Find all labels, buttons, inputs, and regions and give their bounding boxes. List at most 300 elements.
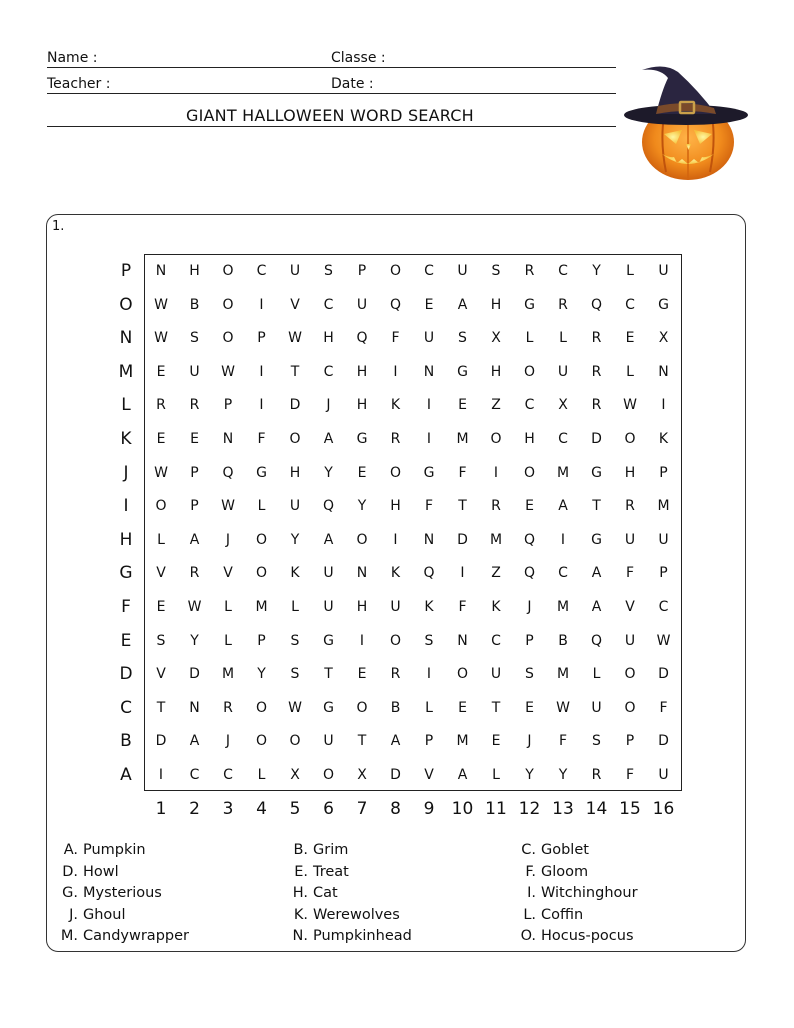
grid-cell[interactable]: E <box>156 431 166 447</box>
clue-item <box>514 842 589 858</box>
grid-cell[interactable]: C <box>323 296 334 313</box>
grid-cell[interactable]: P <box>223 397 233 414</box>
grid-cell[interactable]: O <box>389 632 402 649</box>
grid-cell[interactable]: L <box>224 632 232 649</box>
grid-cell[interactable]: R <box>524 263 535 279</box>
grid-cell[interactable]: K <box>491 599 501 615</box>
grid-cell[interactable]: G <box>256 464 267 481</box>
grid-cell[interactable]: L <box>425 699 433 716</box>
grid-cell[interactable]: B <box>390 699 401 716</box>
grid-cell[interactable]: O <box>255 733 268 750</box>
column-label: 7 <box>356 799 368 819</box>
grid-cell[interactable]: I <box>393 363 398 380</box>
grid-cell[interactable]: A <box>189 733 200 750</box>
grid-cell[interactable]: S <box>290 666 300 683</box>
grid-cell[interactable]: H <box>524 431 535 447</box>
grid-cell[interactable]: S <box>491 263 501 279</box>
grid-cell[interactable]: C <box>558 431 568 447</box>
grid-cell[interactable]: Q <box>222 464 234 481</box>
grid-cell[interactable]: O <box>222 296 234 313</box>
grid-cell[interactable]: R <box>189 397 200 414</box>
grid-cell[interactable]: P <box>625 733 635 750</box>
grid-cell[interactable]: R <box>591 330 602 347</box>
grid-cell[interactable]: F <box>625 767 635 783</box>
grid-cell[interactable]: U <box>457 263 468 279</box>
grid-cell[interactable]: H <box>490 363 502 380</box>
column-label: 14 <box>585 799 608 819</box>
grid-cell[interactable]: U <box>591 699 602 716</box>
clue-item <box>514 928 634 944</box>
grid-cell[interactable]: G <box>423 464 435 481</box>
clue-item <box>56 928 189 944</box>
grid-cell[interactable]: A <box>558 498 568 515</box>
grid-cell[interactable]: F <box>458 599 467 615</box>
grid-cell[interactable]: W <box>154 296 168 313</box>
grid-cell[interactable]: S <box>290 632 300 649</box>
grid-cell[interactable]: N <box>423 363 435 380</box>
clue-word: Mysterious <box>83 885 162 901</box>
grid-cell[interactable]: E <box>357 464 367 481</box>
grid-cell[interactable]: I <box>493 464 499 481</box>
grid-cell[interactable]: E <box>156 599 166 615</box>
grid-cell[interactable]: R <box>189 565 200 582</box>
grid-cell[interactable]: N <box>423 531 435 548</box>
grid-cell[interactable]: G <box>323 632 334 649</box>
grid-cell[interactable]: M <box>556 464 570 481</box>
grid-cell[interactable]: E <box>424 296 434 313</box>
grid-cell[interactable]: E <box>525 498 534 515</box>
grid-cell[interactable]: D <box>289 397 301 414</box>
grid-cell[interactable]: A <box>457 296 468 313</box>
grid-cell[interactable]: L <box>626 263 634 279</box>
row-label: A <box>120 765 132 785</box>
clue-word: Goblet <box>541 842 589 858</box>
grid-cell[interactable]: S <box>592 733 601 750</box>
grid-cell[interactable]: W <box>656 632 671 649</box>
grid-cell[interactable]: O <box>389 263 402 279</box>
grid-cell[interactable]: A <box>591 599 602 615</box>
grid-cell[interactable]: U <box>624 632 636 649</box>
grid-cell[interactable]: I <box>661 397 666 414</box>
grid-cell[interactable]: W <box>221 498 235 515</box>
grid-cell[interactable]: L <box>592 666 601 683</box>
grid-cell[interactable]: X <box>290 767 300 783</box>
grid-cell[interactable]: T <box>491 699 501 716</box>
grid-cell[interactable]: O <box>523 464 536 481</box>
grid-cell[interactable]: V <box>223 565 233 582</box>
grid-cell[interactable]: P <box>659 565 668 582</box>
grid-cell[interactable]: R <box>558 296 568 313</box>
grid-cell[interactable]: G <box>591 531 602 548</box>
grid-cell[interactable]: U <box>557 363 569 380</box>
grid-cell[interactable]: W <box>623 397 637 414</box>
grid-cell[interactable]: E <box>625 330 635 347</box>
grid-cell[interactable]: P <box>357 263 367 279</box>
grid-cell[interactable]: O <box>624 666 636 683</box>
grid-cell[interactable]: V <box>156 565 166 582</box>
grid-cell[interactable]: O <box>322 767 335 783</box>
grid-cell[interactable]: H <box>390 498 401 515</box>
clue-item <box>514 885 638 901</box>
grid-cell[interactable]: K <box>390 565 401 582</box>
grid-cell[interactable]: U <box>289 498 301 515</box>
grid-cell[interactable]: V <box>156 666 166 683</box>
grid-cell[interactable]: U <box>390 599 401 615</box>
grid-cell[interactable]: H <box>323 330 334 347</box>
grid-cell[interactable]: M <box>556 599 570 615</box>
row-label: O <box>119 294 133 315</box>
grid-cell[interactable]: N <box>189 699 200 716</box>
grid-cell[interactable]: Y <box>525 767 534 783</box>
grid-cell[interactable]: N <box>356 565 368 582</box>
grid-cell[interactable]: C <box>558 565 568 582</box>
column-label: 1 <box>155 799 167 819</box>
grid-cell[interactable]: F <box>558 733 568 750</box>
grid-cell[interactable]: U <box>658 263 669 279</box>
grid-cell[interactable]: E <box>190 431 199 447</box>
row-label: N <box>119 328 133 349</box>
grid-cell[interactable]: D <box>189 666 200 683</box>
grid-cell[interactable]: Y <box>257 666 266 683</box>
grid-cell[interactable]: C <box>323 363 334 380</box>
grid-cell[interactable]: W <box>154 464 168 481</box>
grid-cell[interactable]: M <box>657 498 670 515</box>
grid-cell[interactable]: W <box>221 363 235 380</box>
grid-cell[interactable]: R <box>223 699 233 716</box>
grid-cell[interactable]: J <box>527 733 532 750</box>
grid-cell[interactable]: I <box>426 666 432 683</box>
grid-cell[interactable]: L <box>257 767 266 783</box>
grid-cell[interactable]: G <box>457 363 468 380</box>
clue-key: N. <box>292 928 308 944</box>
grid-cell[interactable]: R <box>390 666 401 683</box>
grid-cell[interactable]: K <box>390 397 401 414</box>
grid-cell[interactable]: P <box>190 464 199 481</box>
grid-cell[interactable]: Q <box>322 498 335 515</box>
grid-cell[interactable]: T <box>324 666 333 683</box>
grid-cell[interactable]: D <box>658 666 669 683</box>
grid-cell[interactable]: G <box>591 464 602 481</box>
grid-cell[interactable]: H <box>624 464 636 481</box>
grid-cell[interactable]: L <box>157 531 165 548</box>
grid-cell[interactable]: U <box>490 666 502 683</box>
grid-cell[interactable]: U <box>323 599 334 615</box>
grid-cell[interactable]: T <box>592 498 601 515</box>
grid-cell[interactable]: L <box>257 498 266 515</box>
witch-hat-pumpkin-icon <box>620 60 750 185</box>
grid-cell[interactable]: M <box>255 599 268 615</box>
grid-cell[interactable]: K <box>424 599 434 615</box>
grid-cell[interactable]: V <box>290 296 300 313</box>
grid-cell[interactable]: C <box>424 263 434 279</box>
grid-cell[interactable]: U <box>189 363 200 380</box>
grid-cell[interactable]: Q <box>523 531 536 548</box>
grid-cell[interactable]: F <box>625 565 635 582</box>
grid-cell[interactable]: E <box>156 363 166 380</box>
grid-cell[interactable]: O <box>255 699 268 716</box>
grid-cell[interactable]: O <box>222 263 234 279</box>
grid-cell[interactable]: I <box>426 397 432 414</box>
grid-cell[interactable]: A <box>189 531 200 548</box>
grid-cell[interactable]: C <box>491 632 501 649</box>
name-class-line <box>47 67 616 68</box>
grid-cell[interactable]: J <box>225 733 231 750</box>
grid-cell[interactable]: B <box>558 632 568 649</box>
grid-cell[interactable]: M <box>456 733 469 750</box>
grid-cell[interactable]: A <box>323 431 334 447</box>
grid-cell[interactable]: L <box>224 599 232 615</box>
grid-cell[interactable]: O <box>155 498 167 515</box>
grid-cell[interactable]: O <box>624 699 636 716</box>
grid-cell[interactable]: E <box>357 666 367 683</box>
grid-cell[interactable]: N <box>658 363 669 380</box>
grid-cell[interactable]: Y <box>592 263 601 279</box>
grid-cell[interactable]: W <box>288 699 302 716</box>
clue-word: Ghoul <box>83 906 126 923</box>
clue-item <box>56 842 146 858</box>
column-label: 8 <box>390 799 401 819</box>
clue-key: D. <box>62 863 78 880</box>
grid-cell[interactable]: U <box>423 330 435 347</box>
grid-cell[interactable]: R <box>591 397 602 414</box>
grid-cell[interactable]: O <box>356 699 368 716</box>
grid-cell[interactable]: I <box>460 565 465 582</box>
grid-cell[interactable]: U <box>289 263 301 279</box>
grid-cell[interactable]: U <box>624 531 636 548</box>
grid-cell[interactable]: L <box>291 599 299 615</box>
clue-word: Howl <box>83 863 119 880</box>
page-title: GIANT HALLOWEEN WORD SEARCH <box>186 106 474 125</box>
grid-cell[interactable]: A <box>323 531 334 548</box>
column-label: 6 <box>323 799 334 819</box>
grid-cell[interactable]: A <box>591 565 602 582</box>
grid-cell[interactable]: R <box>156 397 166 414</box>
date-label: Date : <box>331 76 374 92</box>
grid-cell[interactable]: H <box>189 263 200 279</box>
teacher-date-line <box>47 93 616 94</box>
grid-cell[interactable]: F <box>257 431 266 447</box>
class-label: Classe : <box>331 50 386 66</box>
grid-cell[interactable]: E <box>491 733 501 750</box>
grid-cell[interactable]: D <box>658 733 669 750</box>
grid-cell[interactable]: V <box>424 767 434 783</box>
grid-cell[interactable]: R <box>591 767 602 783</box>
grid-cell[interactable]: K <box>658 431 669 447</box>
grid-cell[interactable]: C <box>223 767 233 783</box>
grid-cell[interactable]: M <box>489 531 503 548</box>
grid-cell[interactable]: M <box>556 666 570 683</box>
grid-cell[interactable]: G <box>323 699 334 716</box>
grid-cell[interactable]: U <box>658 767 669 783</box>
grid-cell[interactable]: X <box>491 330 501 347</box>
grid-cell[interactable]: I <box>560 531 566 548</box>
grid-cell[interactable]: Y <box>558 767 568 783</box>
grid-cell[interactable]: C <box>256 263 267 279</box>
grid-cell[interactable]: P <box>424 733 434 750</box>
grid-cell[interactable]: U <box>658 531 669 548</box>
grid-cell[interactable]: O <box>222 330 234 347</box>
clue-word: Pumpkinhead <box>313 928 412 944</box>
grid-cell[interactable]: L <box>525 330 534 347</box>
grid-cell[interactable]: U <box>323 565 334 582</box>
grid-cell[interactable]: E <box>458 397 467 414</box>
grid-cell[interactable]: X <box>357 767 367 783</box>
grid-cell[interactable]: I <box>259 397 264 414</box>
grid-cell[interactable]: U <box>323 733 334 750</box>
grid-cell[interactable]: Q <box>523 565 536 582</box>
row-label: L <box>121 395 131 416</box>
grid-cell[interactable]: P <box>525 632 534 649</box>
grid-cell[interactable]: C <box>189 767 200 783</box>
grid-cell[interactable]: D <box>591 431 602 447</box>
grid-cell[interactable]: P <box>257 632 266 649</box>
grid-cell[interactable]: Y <box>190 632 199 649</box>
grid-cell[interactable]: U <box>356 296 368 313</box>
grid-cell[interactable]: I <box>393 531 398 548</box>
grid-cell[interactable]: G <box>524 296 535 313</box>
grid-cell[interactable]: J <box>225 531 231 548</box>
grid-cell[interactable]: G <box>658 296 669 313</box>
grid-cell[interactable]: E <box>458 699 467 716</box>
grid-cell[interactable]: A <box>457 767 468 783</box>
grid-cell[interactable]: V <box>625 599 635 615</box>
grid-cell[interactable]: L <box>626 363 634 380</box>
column-label: 11 <box>485 799 507 819</box>
grid-cell[interactable]: C <box>524 397 535 414</box>
grid-cell[interactable]: O <box>255 531 268 548</box>
row-label: J <box>123 462 129 483</box>
grid-cell[interactable]: P <box>659 464 668 481</box>
grid-cell[interactable]: O <box>523 363 536 380</box>
grid-cell[interactable]: S <box>525 666 534 683</box>
grid-cell[interactable]: F <box>391 330 400 347</box>
grid-cell[interactable]: I <box>426 431 432 447</box>
grid-cell[interactable]: H <box>490 296 502 313</box>
grid-cell[interactable]: W <box>187 599 202 615</box>
clue-key: O. <box>520 928 536 944</box>
grid-cell[interactable]: K <box>290 565 300 582</box>
grid-cell[interactable]: D <box>390 767 401 783</box>
grid-cell[interactable]: Q <box>356 330 368 347</box>
grid-cell[interactable]: Q <box>590 296 603 313</box>
grid-cell[interactable]: D <box>155 733 167 750</box>
grid-cell[interactable]: H <box>356 363 368 380</box>
grid-cell[interactable]: C <box>625 296 635 313</box>
grid-cell[interactable]: T <box>357 733 367 750</box>
grid-cell[interactable]: Y <box>290 531 300 548</box>
grid-cell[interactable]: L <box>492 767 500 783</box>
clue-key: H. <box>292 885 308 901</box>
grid-cell[interactable]: P <box>190 498 199 515</box>
column-label: 3 <box>222 799 234 819</box>
grid-cell[interactable]: T <box>156 699 166 716</box>
name-label: Name : <box>47 50 98 66</box>
row-label: G <box>119 563 133 584</box>
grid-cell[interactable]: N <box>222 431 234 447</box>
grid-cell[interactable]: O <box>624 431 636 447</box>
grid-cell[interactable]: S <box>156 632 166 649</box>
grid-cell[interactable]: S <box>424 632 434 649</box>
grid-cell[interactable]: O <box>389 464 402 481</box>
grid-cell[interactable]: O <box>356 531 368 548</box>
grid-cell[interactable]: G <box>356 431 368 447</box>
grid-cell[interactable]: I <box>359 632 365 649</box>
grid-cell[interactable]: R <box>491 498 501 515</box>
grid-cell[interactable]: P <box>257 330 266 347</box>
grid-cell[interactable]: X <box>658 330 669 347</box>
grid-cell[interactable]: C <box>658 599 669 615</box>
grid-cell[interactable]: X <box>558 397 568 414</box>
grid-cell[interactable]: Q <box>590 632 603 649</box>
grid-cell[interactable]: J <box>527 599 532 615</box>
grid-cell[interactable]: F <box>424 498 434 515</box>
clue-key: A. <box>63 842 78 858</box>
clue-word: Grim <box>313 842 349 858</box>
grid-cell[interactable]: J <box>326 397 331 414</box>
grid-cell[interactable]: L <box>559 330 567 347</box>
grid-cell[interactable]: O <box>456 666 469 683</box>
grid-cell[interactable]: O <box>255 565 268 582</box>
grid-cell[interactable]: H <box>289 464 301 481</box>
grid-cell[interactable]: Y <box>357 498 367 515</box>
grid-cell[interactable]: Q <box>423 565 435 582</box>
grid-cell[interactable]: D <box>457 531 468 548</box>
grid-cell[interactable]: O <box>289 431 301 447</box>
grid-cell[interactable]: R <box>591 363 602 380</box>
grid-cell[interactable]: R <box>625 498 635 515</box>
grid-cell[interactable]: F <box>659 699 668 716</box>
grid-cell[interactable]: T <box>290 363 300 380</box>
clue-item <box>286 864 349 880</box>
grid-cell[interactable]: H <box>356 599 368 615</box>
grid-cell[interactable]: Z <box>491 397 501 414</box>
grid-cell[interactable]: M <box>221 666 235 683</box>
grid-cell[interactable]: I <box>158 767 164 783</box>
grid-cell[interactable]: S <box>324 263 333 279</box>
grid-cell[interactable]: N <box>155 263 167 279</box>
grid-cell[interactable]: C <box>558 263 568 279</box>
grid-cell[interactable]: O <box>490 431 502 447</box>
grid-cell[interactable]: I <box>259 296 264 313</box>
grid-cell[interactable]: R <box>390 431 401 447</box>
grid-cell[interactable]: W <box>556 699 570 716</box>
grid-cell[interactable]: W <box>288 330 302 347</box>
grid-cell[interactable]: S <box>190 330 199 347</box>
grid-cell[interactable]: M <box>456 431 469 447</box>
clue-item <box>514 864 588 880</box>
grid-cell[interactable]: Z <box>491 565 501 582</box>
grid-cell[interactable]: T <box>458 498 467 515</box>
clue-item <box>286 885 338 901</box>
grid-cell[interactable]: Q <box>389 296 402 313</box>
grid-cell[interactable]: I <box>259 363 264 380</box>
row-label: E <box>120 630 132 651</box>
row-label: I <box>123 496 129 517</box>
clue-key: B. <box>293 842 308 858</box>
grid-cell[interactable]: F <box>458 464 467 481</box>
grid-cell[interactable]: W <box>154 330 168 347</box>
grid-cell[interactable]: O <box>289 733 301 750</box>
grid-cell[interactable]: N <box>457 632 468 649</box>
clue-word: Hocus-pocus <box>541 928 634 944</box>
grid-cell[interactable]: E <box>525 699 534 716</box>
grid-cell[interactable]: B <box>189 296 200 313</box>
grid-cell[interactable]: H <box>356 397 368 414</box>
column-label: 4 <box>256 799 267 819</box>
grid-cell[interactable]: A <box>390 733 401 750</box>
grid-cell[interactable]: Y <box>324 464 333 481</box>
grid-cell[interactable]: S <box>458 330 467 347</box>
